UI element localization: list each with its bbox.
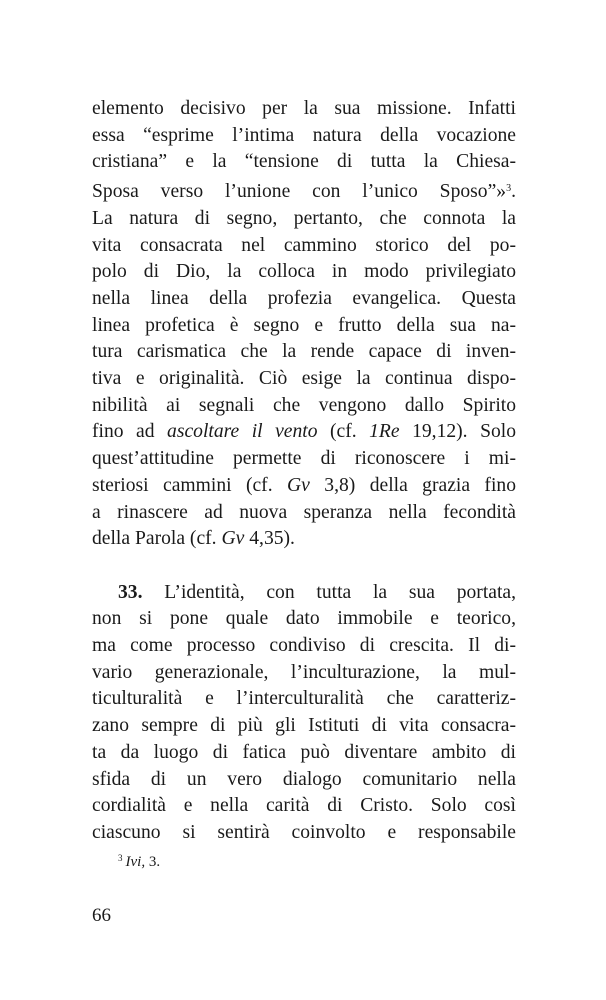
text-span: ticulturalità e l’interculturalità che caratteriz-: [92, 688, 516, 710]
text-span: quest’attitudine permette di riconoscere i mi-: [92, 448, 516, 470]
text-line: [92, 686, 516, 713]
text-span: 19,12). Solo: [399, 421, 516, 443]
text-span: L’identità, con tutta la sua portata,: [142, 581, 516, 603]
text-line: [92, 233, 516, 260]
text-span: elemento decisivo per la sua missione. Infatti: [92, 98, 516, 119]
text-span: steriosi cammini (cf.: [92, 474, 288, 496]
text-line: [92, 339, 516, 366]
footnote-text: 3.: [145, 854, 161, 870]
body-text: [92, 96, 516, 847]
text-span: della Parola (cf.: [92, 528, 222, 550]
text-span: sfida di un vero dialogo comunitario nella: [92, 768, 516, 790]
text-span: linea profetica è segno e frutto della sua na-: [92, 314, 516, 336]
text-span: .: [511, 181, 516, 203]
text-line: [92, 580, 516, 607]
text-span: non si pone quale dato immobile e teorico,: [92, 608, 516, 630]
text-line: [92, 660, 516, 687]
text-line: [92, 633, 516, 660]
text-line: [92, 473, 516, 500]
text-line: [92, 820, 516, 847]
text-span: (cf.: [317, 421, 370, 443]
text-span: tura carismatica che la rende capace di inven-: [92, 341, 516, 363]
text-line: [92, 606, 516, 633]
text-span: cordialità e nella carità di Cristo. Solo così: [92, 795, 516, 817]
text-span: ma come processo condiviso di crescita. Il di-: [92, 635, 516, 657]
italic-span: 1Re: [369, 421, 400, 443]
text-line: [92, 393, 516, 420]
text-span: 4,35).: [244, 528, 295, 550]
text-span: 3,8) della grazia fino: [309, 474, 516, 496]
text-line: [92, 446, 516, 473]
text-line: [92, 793, 516, 820]
text-line: [92, 313, 516, 340]
italic-span: Gv: [221, 528, 245, 550]
text-line: [92, 96, 516, 123]
text-span: cristiana” e la “tensione di tutta la Chiesa-: [92, 151, 516, 173]
footnote: [118, 853, 160, 871]
text-span: zano sempre di più gli Istituti di vita consacra-: [92, 715, 516, 737]
text-line: [92, 767, 516, 794]
text-line: [92, 740, 516, 767]
text-span: tiva e originalità. Ciò esige la continua dispo-: [92, 368, 516, 390]
text-span: essa “esprime l’intima natura della vocazione: [92, 124, 516, 146]
text-span: nella linea della profezia evangelica. Questa: [92, 287, 516, 309]
text-line: [92, 286, 516, 313]
text-line: [92, 526, 516, 553]
text-span: ciascuno si sentirà coinvolto e responsabile: [92, 821, 516, 843]
text-span: La natura di segno, pertanto, che connota la: [92, 207, 516, 229]
text-span: Sposa verso l’unione con l’unico Sposo”»: [92, 181, 507, 203]
footnote-number: 3: [118, 853, 123, 863]
text-span: fino ad: [92, 421, 168, 443]
text-line: [92, 149, 516, 176]
page-number: 66: [92, 905, 111, 926]
footnote-ref: Ivi,: [125, 854, 146, 870]
text-line: [92, 419, 516, 446]
text-span: polo di Dio, la colloca in modo privilegiato: [92, 261, 516, 283]
text-line: [92, 500, 516, 527]
text-line: [92, 206, 516, 233]
text-line: [92, 176, 516, 206]
text-span: nibilità ai segnali che vengono dallo Spirito: [92, 394, 516, 416]
text-line: [92, 259, 516, 286]
text-line: [92, 366, 516, 393]
text-span: a rinascere ad nuova speranza nella fecondità: [92, 501, 516, 523]
footnote-marker: 3: [506, 183, 512, 195]
text-span: vita consacrata nel cammino storico del po-: [92, 234, 516, 256]
italic-span: ascoltare il vento: [167, 421, 318, 443]
text-line: [92, 123, 516, 150]
text-span: ta da luogo di fatica può diventare ambito di: [92, 741, 516, 763]
text-span: vario generazionale, l’inculturazione, la mul-: [92, 661, 516, 683]
paragraph-gap: [92, 553, 516, 580]
section-number: 33.: [118, 581, 143, 603]
text-line: [92, 713, 516, 740]
italic-span: Gv: [287, 474, 310, 496]
